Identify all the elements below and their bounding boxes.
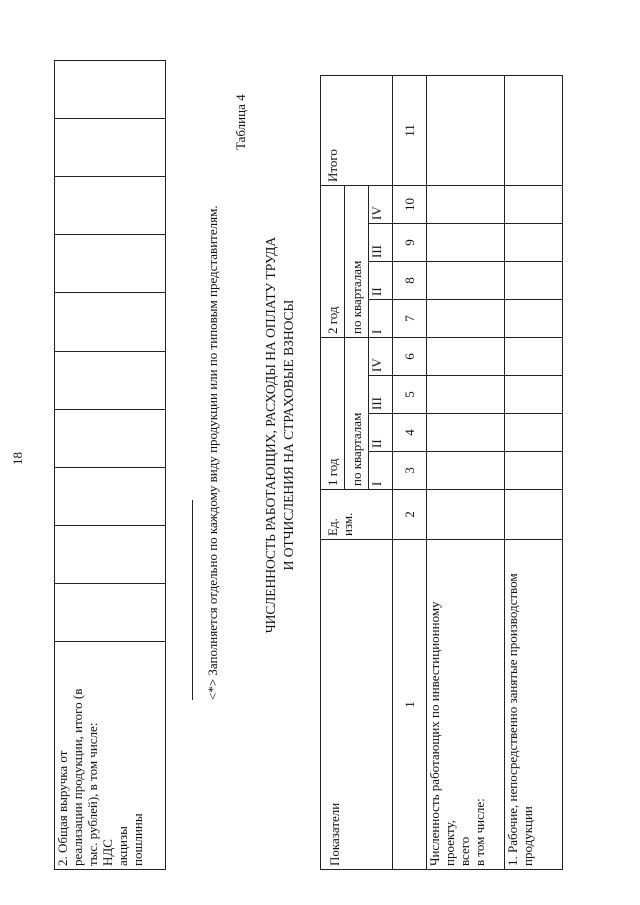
table-cell xyxy=(427,224,505,262)
col-number: 11 xyxy=(393,76,427,186)
row-label-total-revenue: 2. Общая выручка от реализации продукции, итого (в тыс. рублей), в том числе: НДС акцизы пошлины xyxy=(55,642,166,870)
table-cell xyxy=(55,293,166,351)
table-cell xyxy=(505,76,563,186)
revenue-table-continuation xyxy=(54,60,166,870)
table-cell xyxy=(427,490,505,540)
col-number: 4 xyxy=(393,414,427,452)
table-cell xyxy=(505,186,563,224)
header-year-1: 1 год xyxy=(321,338,345,490)
table-cell xyxy=(427,300,505,338)
header-q2-y2: II xyxy=(369,262,393,300)
header-q1-y2: I xyxy=(369,300,393,338)
col-number: 9 xyxy=(393,224,427,262)
footnote: <*> Заполняется отдельно по каждому виду продукции или по типовым представителям. xyxy=(205,205,220,700)
table-row xyxy=(427,76,505,870)
table-cell xyxy=(55,467,166,525)
header-by-quarters-year1: по кварталам xyxy=(345,338,369,490)
column-numbers-row xyxy=(393,76,427,870)
header-q4-y1: IV xyxy=(369,338,393,376)
col-number: 10 xyxy=(393,186,427,224)
table-cell xyxy=(427,186,505,224)
table-cell xyxy=(505,414,563,452)
col-number: 5 xyxy=(393,376,427,414)
table-cell xyxy=(427,262,505,300)
table-title-line1: ЧИСЛЕННОСТЬ РАБОТАЮЩИХ, РАСХОДЫ НА ОПЛАТУ ТРУДА xyxy=(263,236,278,634)
table-cell xyxy=(427,376,505,414)
col-number: 1 xyxy=(393,540,427,870)
table-cell xyxy=(427,452,505,490)
table-cell xyxy=(427,76,505,186)
header-q3-y2: III xyxy=(369,224,393,262)
table-cell xyxy=(55,235,166,293)
col-number: 8 xyxy=(393,262,427,300)
header-year-2: 2 год xyxy=(321,186,345,338)
table-cell xyxy=(427,338,505,376)
staff-wages-table xyxy=(320,75,563,870)
header-row xyxy=(321,76,345,870)
col-number: 7 xyxy=(393,300,427,338)
table-cell xyxy=(55,583,166,641)
table-row xyxy=(55,61,166,870)
header-q1-y1: I xyxy=(369,452,393,490)
table-cell xyxy=(55,61,166,119)
table-cell xyxy=(505,490,563,540)
table-cell xyxy=(55,525,166,583)
header-q2-y1: II xyxy=(369,414,393,452)
table-cell xyxy=(505,262,563,300)
table-cell xyxy=(505,338,563,376)
col-number: 6 xyxy=(393,338,427,376)
table-row xyxy=(505,76,563,870)
header-indicators: Показатели xyxy=(321,540,393,870)
table-title-line2: И ОТЧИСЛЕНИЯ НА СТРАХОВЫЕ ВЗНОСЫ xyxy=(281,299,296,571)
table-cell xyxy=(505,452,563,490)
table-cell xyxy=(55,177,166,235)
header-unit: Ед. изм. xyxy=(321,490,393,540)
table-cell xyxy=(55,409,166,467)
table-cell xyxy=(505,224,563,262)
col-number: 3 xyxy=(393,452,427,490)
row-label-production-workers: 1. Рабочие, непосредственно занятые производством продукции xyxy=(505,540,563,870)
table-label: Таблица 4 xyxy=(233,94,248,150)
table-cell xyxy=(505,300,563,338)
table-cell xyxy=(55,351,166,409)
header-q4-y2: IV xyxy=(369,186,393,224)
col-number: 2 xyxy=(393,490,427,540)
header-total: Итого xyxy=(321,76,393,186)
header-q3-y1: III xyxy=(369,376,393,414)
table-title xyxy=(262,215,298,655)
page-number: 18 xyxy=(10,452,25,465)
table-cell xyxy=(55,119,166,177)
footnote-separator xyxy=(192,500,193,700)
table-cell xyxy=(427,414,505,452)
table-cell xyxy=(505,376,563,414)
row-label-total-staff: Численность работающих по инвестиционному проекту, всего в том числе: xyxy=(427,540,505,870)
header-by-quarters-year2: по кварталам xyxy=(345,186,369,338)
